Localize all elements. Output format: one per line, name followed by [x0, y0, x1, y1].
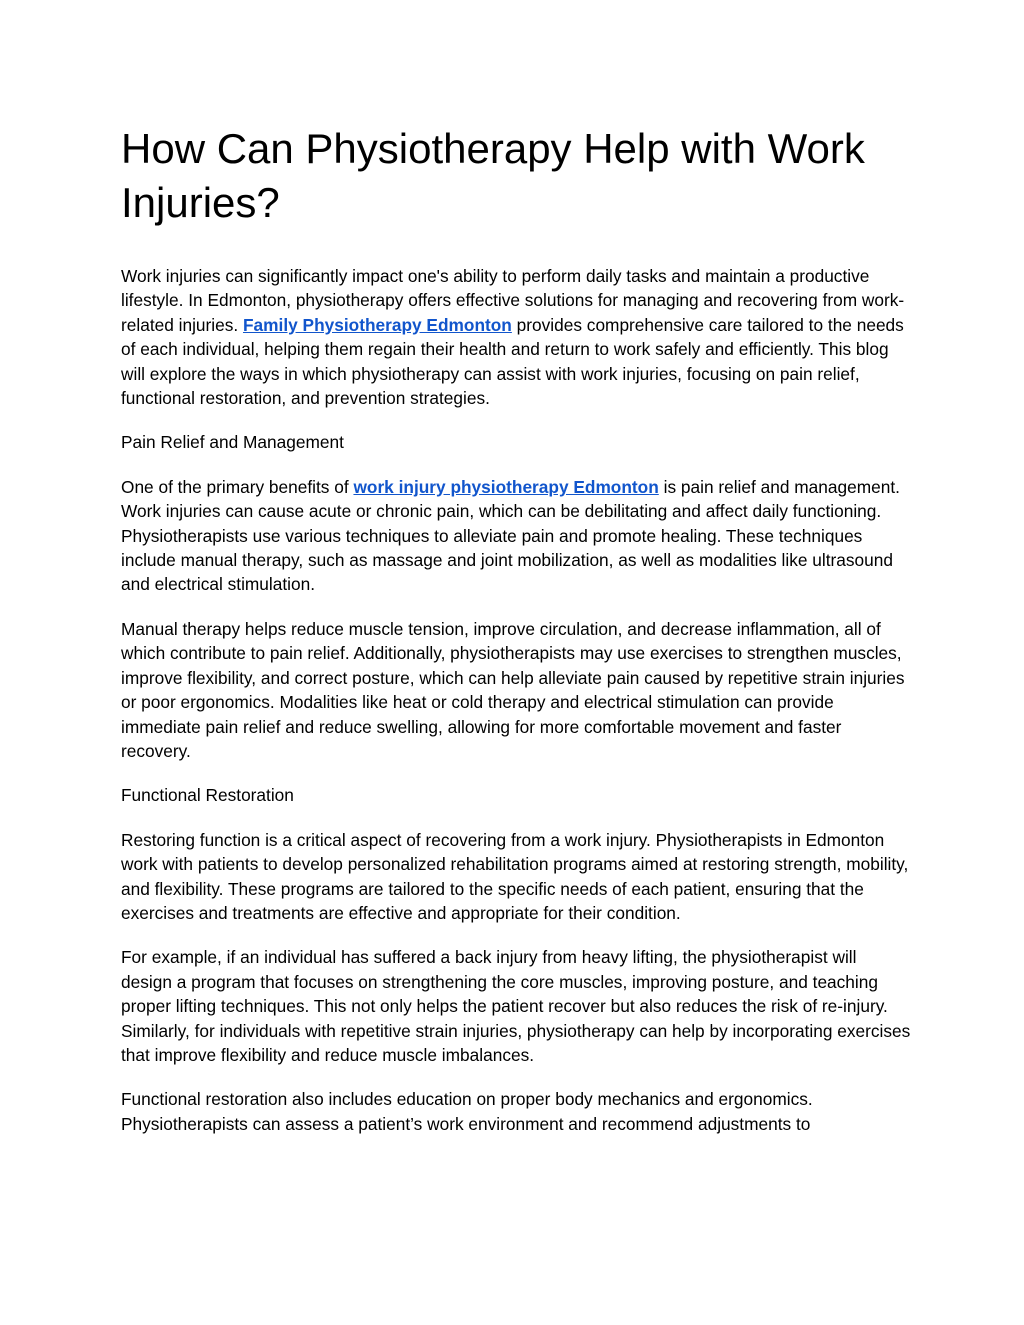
section-heading-functional-restoration: Functional Restoration [121, 785, 294, 806]
page-title: How Can Physiotherapy Help with Work Injuries? [121, 125, 865, 226]
functional-restoration-paragraph-2: For example, if an individual has suffered a back injury from heavy lifting, the physiotherapist will design a program that focuses on strengthening the core muscles, improving posture, and teaching proper lifting techniques. This not only helps the patient recover but also reduces the risk of re-injury. Similarly, for individuals with repetitive strain injuries, physiotherapy can help by incorporating exercises that improve flexibility and reduce muscle imbalances. [121, 947, 911, 1065]
document-page [121, 122, 911, 1156]
pain-relief-text-after-link: is pain relief and management. Work injuries can cause acute or chronic pain, which can be debilitating and affect daily functioning. Physiotherapists use various techniques to alleviate pain and promote healing. These techniques include manual therapy, such as massage and joint mobilization, as well as modalities like ultrasound and electrical stimulation. [121, 476, 900, 595]
pain-relief-text-before-link: One of the primary benefits of [121, 476, 354, 497]
section-heading-pain-relief: Pain Relief and Management [121, 432, 344, 453]
functional-restoration-paragraph-3: Functional restoration also includes education on proper body mechanics and ergonomics. Physiotherapists can assess a patient’s work environment and recommend adjustments to [121, 1089, 813, 1134]
family-physiotherapy-edmonton-link[interactable]: Family Physiotherapy Edmonton [243, 314, 512, 335]
intro-text-before-link: Work injuries can significantly impact one's ability to perform daily tasks and maintain a productive lifestyle. In Edmonton, physiotherapy offers effective solutions for managing and recovering from work-related injuries. [121, 266, 905, 335]
work-injury-physiotherapy-edmonton-link[interactable]: work injury physiotherapy Edmonton [353, 476, 659, 497]
pain-relief-paragraph-1 [121, 475, 911, 597]
functional-restoration-paragraph-1: Restoring function is a critical aspect of recovering from a work injury. Physiotherapists in Edmonton work with patients to develop personalized rehabilitation programs aimed at restoring strength, mobility, and flexibility. These programs are tailored to the specific needs of each patient, ensuring that the exercises and treatments are effective and appropriate for their condition. [121, 829, 909, 923]
pain-relief-paragraph-2: Manual therapy helps reduce muscle tension, improve circulation, and decrease inflammation, all of which contribute to pain relief. Additionally, physiotherapists may use exercises to strengthen muscles, improve flexibility, and correct posture, which can help alleviate pain caused by repetitive strain injuries or poor ergonomics. Modalities like heat or cold therapy and electrical stimulation can provide immediate pain relief and reduce swelling, allowing for more comfortable movement and faster recovery. [121, 618, 905, 761]
intro-text-after-link: provides comprehensive care tailored to the needs of each individual, helping them regain their health and return to work safely and efficiently. This blog will explore the ways in which physiotherapy can assist with work injuries, focusing on pain relief, functional restoration, and prevention strategies. [121, 314, 904, 409]
intro-paragraph [121, 264, 911, 410]
